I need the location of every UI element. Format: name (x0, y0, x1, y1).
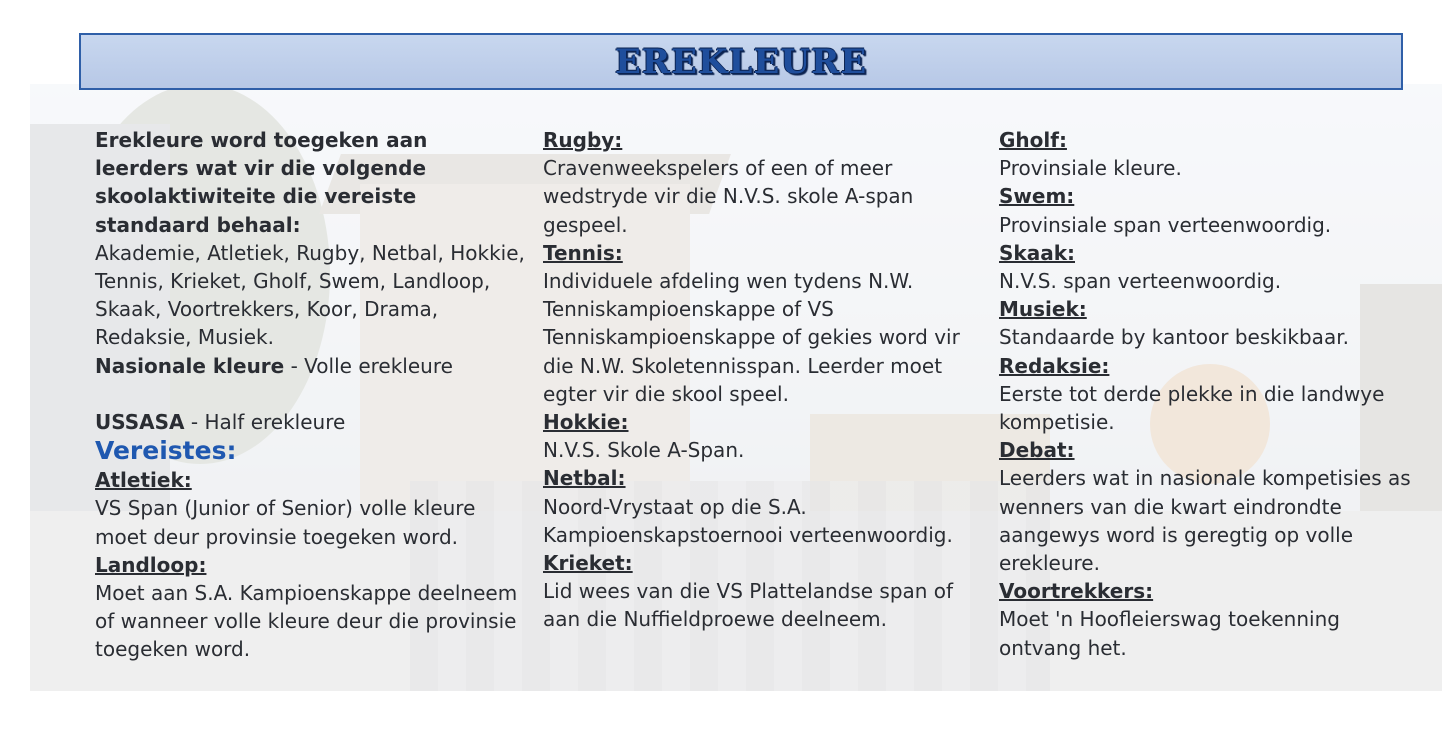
national-colours-line (95, 352, 525, 380)
title-banner (79, 33, 1403, 90)
spacer (95, 380, 525, 408)
section-heading: Voortrekkers: (999, 579, 1154, 604)
ussasa-line (95, 408, 525, 436)
section-text: Moet aan S.A. Kampioenskappe deelneem of wanneer volle kleure deur die provinsie toegeken word. (95, 581, 518, 662)
requirements-heading: Vereistes: (95, 436, 237, 466)
section-heading: Debat: (999, 438, 1075, 463)
section-heading: Gholf: (999, 128, 1067, 152)
section-text: Lid wees van die VS Plattelandse span of aan die Nuffieldproewe deelneem. (543, 579, 954, 632)
section-text: Individuele afdeling wen tydens N.W. Tenniskampioenskappe of VS Tenniskampioenskappe of gekies word vir die N.W. Skoletennisspan. Leerder moet egter vir die skool speel. (543, 269, 960, 406)
section-heading: Redaksie: (999, 353, 1110, 378)
section-heading: Swem: (999, 184, 1075, 209)
section-heading: Landloop: (95, 552, 207, 577)
section-heading: Atletiek: (95, 468, 192, 493)
activities-list: Akademie, Atletiek, Rugby, Netbal, Hokkie, Tennis, Krieket, Gholf, Swem, Landloop, Skaak, Voortrekkers, Koor, Drama, Redaksie, Musiek. (95, 240, 525, 350)
column-right (999, 126, 1424, 662)
section-heading: Musiek: (999, 297, 1087, 322)
section-text: N.V.S. span verteenwoordig. (999, 269, 1282, 294)
national-label: Nasionale kleure (95, 353, 285, 378)
section-heading: Krieket: (543, 551, 633, 576)
section-heading: Netbal: (543, 466, 626, 491)
page-title: EREKLEURE (614, 41, 868, 82)
section-text: Noord-Vrystaat op die S.A. Kampioenskapstoernooi verteenwoordig. (543, 494, 953, 547)
section-heading: Hokkie: (543, 410, 629, 435)
ussasa-text: - Half erekleure (184, 410, 346, 435)
section-text: Moet 'n Hoofleierswag toekenning ontvang het. (999, 607, 1340, 660)
section-text: Provinsiale span verteenwoordig. (999, 212, 1332, 237)
section-text: Cravenweekspelers of een of meer wedstryde vir die N.V.S. skole A-span gespeel. (543, 156, 914, 237)
section-heading: Tennis: (543, 240, 623, 265)
column-middle (543, 126, 988, 634)
ussasa-label: USSASA (95, 410, 185, 435)
section-text: Eerste tot derde plekke in die landwye kompetisie. (999, 381, 1385, 435)
section-text: Standaarde by kantoor beskikbaar. (999, 325, 1349, 350)
national-text: - Volle erekleure (284, 353, 453, 378)
section-text: N.V.S. Skole A-Span. (543, 438, 745, 463)
section-heading: Rugby: (543, 128, 623, 152)
section-text: VS Span (Junior of Senior) volle kleure moet deur provinsie toegeken word. (95, 496, 476, 549)
section-text: Provinsiale kleure. (999, 156, 1182, 181)
section-heading: Skaak: (999, 240, 1075, 265)
column-left (95, 126, 525, 664)
section-text: Leerders wat in nasionale kompetisies as wenners van die kwart eindrondte aangewys word is geregtig op volle erekleure. (999, 466, 1411, 576)
intro-text: Erekleure word toegeken aan leerders wat vir die volgende skoolaktiwiteite die vereiste standaard behaal: (95, 128, 428, 237)
